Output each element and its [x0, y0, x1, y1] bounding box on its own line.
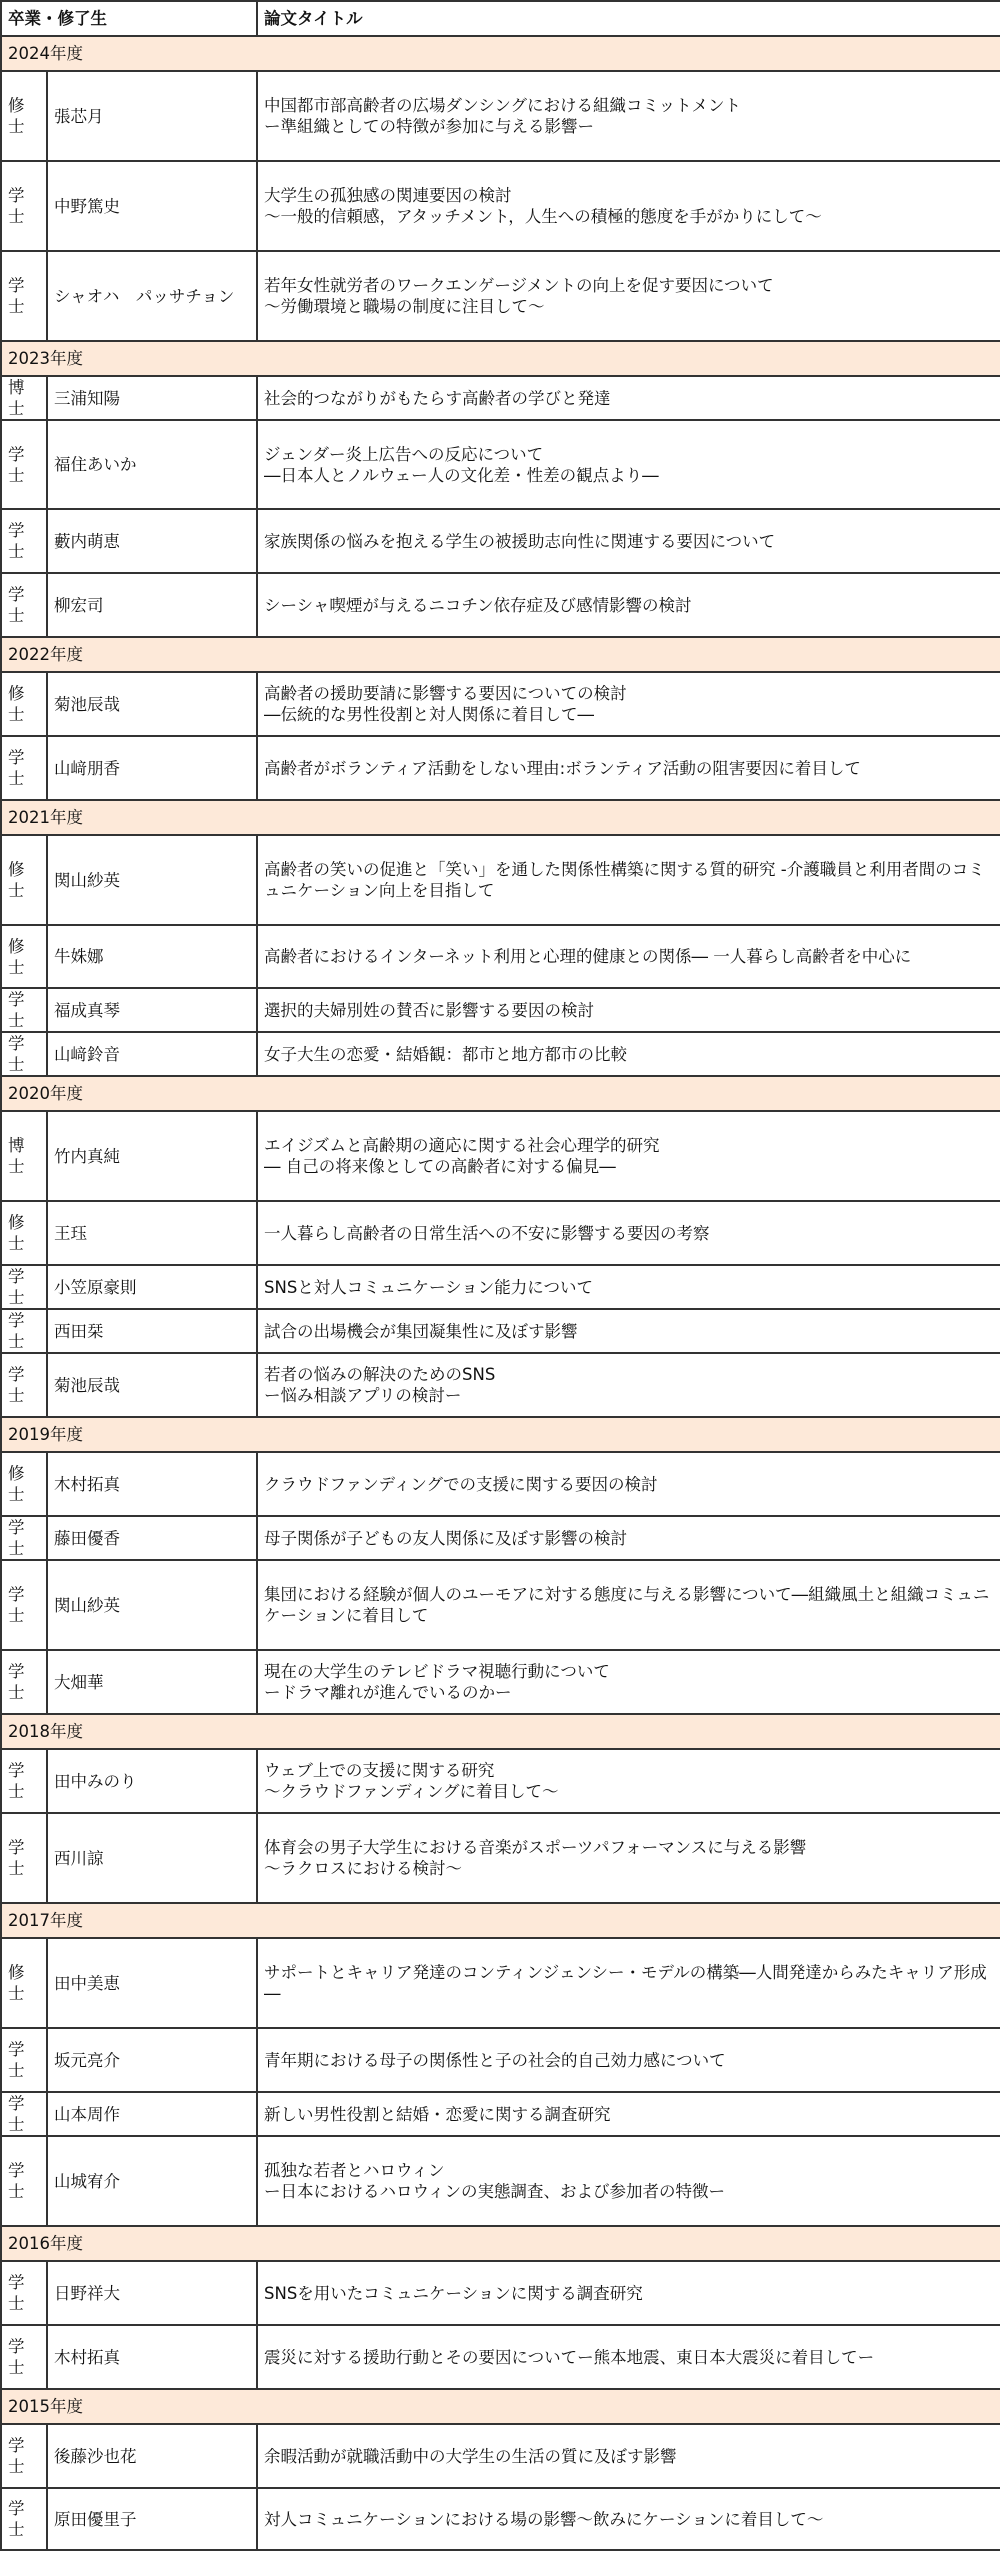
name-cell: 山城宥介: [47, 2136, 257, 2226]
table-row: [1, 1353, 1000, 1417]
name-cell: 三浦知陽: [47, 376, 257, 420]
title-cell: 一人暮らし高齢者の日常生活への不安に影響する要因の考察: [257, 1201, 1000, 1265]
table-row: [1, 1032, 1000, 1076]
name-cell: 関山紗英: [47, 1560, 257, 1650]
title-cell: 集団における経験が個人のユーモアに対する態度に与える影響について―組織風土と組織コミュニケーションに着目して: [257, 1560, 1000, 1650]
table-row: [1, 1749, 1000, 1813]
degree-cell: 学士: [1, 161, 47, 251]
title-cell: 余暇活動が就職活動中の大学生の生活の質に及ぼす影響: [257, 2424, 1000, 2488]
degree-cell: 修士: [1, 1452, 47, 1516]
degree-cell: 学士: [1, 2488, 47, 2550]
degree-cell: 学士: [1, 1516, 47, 1560]
degree-cell: 学士: [1, 988, 47, 1032]
name-cell: 日野祥大: [47, 2261, 257, 2325]
table-row: [1, 2136, 1000, 2226]
degree-cell: 学士: [1, 420, 47, 509]
table-row: [1, 2028, 1000, 2092]
table-row: [1, 2261, 1000, 2325]
name-cell: シャオハ パッサチョン: [47, 251, 257, 341]
degree-cell: 学士: [1, 2136, 47, 2226]
degree-cell: 学士: [1, 1650, 47, 1714]
year-header-row: [1, 341, 1000, 376]
name-cell: 中野篤史: [47, 161, 257, 251]
year-header-row: [1, 36, 1000, 71]
table-row: [1, 736, 1000, 800]
table-row: [1, 2488, 1000, 2550]
title-cell: 試合の出場機会が集団凝集性に及ぼす影響: [257, 1309, 1000, 1353]
table-row: [1, 376, 1000, 420]
year-label: 2022年度: [1, 637, 1000, 672]
degree-cell: 学士: [1, 1309, 47, 1353]
title-cell: 高齢者におけるインターネット利用と心理的健康との関係― 一人暮らし高齢者を中心に: [257, 925, 1000, 988]
degree-cell: 修士: [1, 672, 47, 736]
table-row: [1, 71, 1000, 161]
name-cell: 木村拓真: [47, 1452, 257, 1516]
table-row: [1, 420, 1000, 509]
year-header-row: [1, 1714, 1000, 1749]
degree-cell: 学士: [1, 2261, 47, 2325]
table-row: [1, 251, 1000, 341]
year-label: 2015年度: [1, 2389, 1000, 2424]
table-row: [1, 2424, 1000, 2488]
degree-cell: 博士: [1, 1111, 47, 1201]
degree-cell: 学士: [1, 736, 47, 800]
table-row: [1, 1452, 1000, 1516]
degree-cell: 修士: [1, 925, 47, 988]
degree-cell: 修士: [1, 835, 47, 925]
name-cell: 王珏: [47, 1201, 257, 1265]
degree-cell: 学士: [1, 2028, 47, 2092]
title-column-header: 論文タイトル: [257, 1, 1000, 36]
table-row: [1, 1938, 1000, 2028]
title-cell: 孤独な若者とハロウィン ー日本におけるハロウィンの実態調査、および参加者の特徴ー: [257, 2136, 1000, 2226]
title-cell: 対人コミュニケーションにおける場の影響〜飲みにケーションに着目して〜: [257, 2488, 1000, 2550]
table-row: [1, 509, 1000, 573]
degree-cell: 学士: [1, 1813, 47, 1903]
name-cell: 福成真琴: [47, 988, 257, 1032]
name-cell: 後藤沙也花: [47, 2424, 257, 2488]
title-cell: 中国都市部高齢者の広場ダンシングにおける組織コミットメント ー準組織としての特徴が参加に与える影響ー: [257, 71, 1000, 161]
table-row: [1, 161, 1000, 251]
table-row: [1, 925, 1000, 988]
title-cell: 女子大生の恋愛・結婚観：都市と地方都市の比較: [257, 1032, 1000, 1076]
title-cell: 高齢者の笑いの促進と「笑い」を通した関係性構築に関する質的研究 -介護職員と利用者間のコミュニケーション向上を目指して: [257, 835, 1000, 925]
title-cell: 若者の悩みの解決のためのSNS ー悩み相談アプリの検討ー: [257, 1353, 1000, 1417]
table-row: [1, 1650, 1000, 1714]
title-cell: 震災に対する援助行動とその要因についてー熊本地震、東日本大震災に着目してー: [257, 2325, 1000, 2389]
title-cell: 新しい男性役割と結婚・恋愛に関する調査研究: [257, 2092, 1000, 2136]
year-label: 2016年度: [1, 2226, 1000, 2261]
degree-cell: 学士: [1, 2424, 47, 2488]
table-row: [1, 988, 1000, 1032]
title-cell: 体育会の男子大学生における音楽がスポーツパフォーマンスに与える影響 〜ラクロスにおける検討〜: [257, 1813, 1000, 1903]
year-label: 2019年度: [1, 1417, 1000, 1452]
title-cell: 現在の大学生のテレビドラマ視聴行動について ードラマ離れが進んでいるのかー: [257, 1650, 1000, 1714]
degree-cell: 修士: [1, 1201, 47, 1265]
title-cell: 高齢者の援助要請に影響する要因についての検討 ―伝統的な男性役割と対人関係に着目して―: [257, 672, 1000, 736]
table-row: [1, 573, 1000, 637]
degree-cell: 学士: [1, 573, 47, 637]
name-cell: 福住あいか: [47, 420, 257, 509]
title-cell: SNSを用いたコミュニケーションに関する調査研究: [257, 2261, 1000, 2325]
name-cell: 竹内真純: [47, 1111, 257, 1201]
name-cell: 張芯月: [47, 71, 257, 161]
thesis-table-body: [1, 1, 1000, 2550]
degree-cell: 修士: [1, 1938, 47, 2028]
year-label: 2018年度: [1, 1714, 1000, 1749]
degree-cell: 学士: [1, 2325, 47, 2389]
name-cell: 関山紗英: [47, 835, 257, 925]
year-label: 2021年度: [1, 800, 1000, 835]
name-cell: 田中みのり: [47, 1749, 257, 1813]
name-cell: 田中美恵: [47, 1938, 257, 2028]
title-cell: エイジズムと高齢期の適応に関する社会心理学的研究 ― 自己の将来像としての高齢者に対する偏見―: [257, 1111, 1000, 1201]
table-row: [1, 2325, 1000, 2389]
degree-cell: 学士: [1, 1265, 47, 1309]
title-cell: SNSと対人コミュニケーション能力について: [257, 1265, 1000, 1309]
table-row: [1, 1516, 1000, 1560]
table-row: [1, 672, 1000, 736]
table-row: [1, 835, 1000, 925]
degree-cell: 学士: [1, 2092, 47, 2136]
year-header-row: [1, 1417, 1000, 1452]
title-cell: 社会的つながりがもたらす高齢者の学びと発達: [257, 376, 1000, 420]
table-row: [1, 1309, 1000, 1353]
name-cell: 牛姝娜: [47, 925, 257, 988]
degree-cell: 学士: [1, 1560, 47, 1650]
title-cell: シーシャ喫煙が与えるニコチン依存症及び感情影響の検討: [257, 573, 1000, 637]
year-label: 2017年度: [1, 1903, 1000, 1938]
name-cell: 藤田優香: [47, 1516, 257, 1560]
degree-cell: 学士: [1, 509, 47, 573]
title-cell: 家族関係の悩みを抱える学生の被援助志向性に関連する要因について: [257, 509, 1000, 573]
degree-cell: 学士: [1, 1032, 47, 1076]
year-header-row: [1, 2226, 1000, 2261]
name-cell: 西田栞: [47, 1309, 257, 1353]
name-cell: 山本周作: [47, 2092, 257, 2136]
title-cell: クラウドファンディングでの支援に関する要因の検討: [257, 1452, 1000, 1516]
name-cell: 小笠原豪則: [47, 1265, 257, 1309]
name-cell: 木村拓真: [47, 2325, 257, 2389]
name-cell: 菊池辰哉: [47, 1353, 257, 1417]
year-header-row: [1, 800, 1000, 835]
name-cell: 原田優里子: [47, 2488, 257, 2550]
name-cell: 大畑華: [47, 1650, 257, 1714]
table-row: [1, 1813, 1000, 1903]
name-cell: 菊池辰哉: [47, 672, 257, 736]
name-cell: 山﨑朋香: [47, 736, 257, 800]
title-cell: 若年女性就労者のワークエンゲージメントの向上を促す要因について 〜労働環境と職場の制度に注目して〜: [257, 251, 1000, 341]
title-cell: ジェンダー炎上広告への反応について ―日本人とノルウェー人の文化差・性差の観点より―: [257, 420, 1000, 509]
title-cell: 大学生の孤独感の関連要因の検討 〜一般的信頼感，アタッチメント，人生への積極的態度を手がかりにして〜: [257, 161, 1000, 251]
table-header-row: [1, 1, 1000, 36]
name-cell: 藪内萌恵: [47, 509, 257, 573]
name-cell: 柳宏司: [47, 573, 257, 637]
year-header-row: [1, 1903, 1000, 1938]
name-cell: 山﨑鈴音: [47, 1032, 257, 1076]
year-header-row: [1, 2389, 1000, 2424]
title-cell: ウェブ上での支援に関する研究 〜クラウドファンディングに着目して〜: [257, 1749, 1000, 1813]
degree-cell: 学士: [1, 251, 47, 341]
year-label: 2023年度: [1, 341, 1000, 376]
degree-cell: 学士: [1, 1749, 47, 1813]
table-row: [1, 1201, 1000, 1265]
title-cell: 選択的夫婦別姓の賛否に影響する要因の検討: [257, 988, 1000, 1032]
degree-cell: 博士: [1, 376, 47, 420]
title-cell: 母子関係が子どもの友人関係に及ぼす影響の検討: [257, 1516, 1000, 1560]
year-header-row: [1, 1076, 1000, 1111]
title-cell: 青年期における母子の関係性と子の社会的自己効力感について: [257, 2028, 1000, 2092]
title-cell: 高齢者がボランティア活動をしない理由:ボランティア活動の阻害要因に着目して: [257, 736, 1000, 800]
name-cell: 西川諒: [47, 1813, 257, 1903]
table-row: [1, 1265, 1000, 1309]
year-header-row: [1, 637, 1000, 672]
table-row: [1, 1560, 1000, 1650]
year-label: 2020年度: [1, 1076, 1000, 1111]
degree-cell: 学士: [1, 1353, 47, 1417]
degree-cell: 修士: [1, 71, 47, 161]
title-cell: サポートとキャリア発達のコンティンジェンシー・モデルの構築―人間発達からみたキャリア形成―: [257, 1938, 1000, 2028]
graduate-column-header: 卒業・修了生: [1, 1, 257, 36]
year-label: 2024年度: [1, 36, 1000, 71]
table-row: [1, 2092, 1000, 2136]
name-cell: 坂元亮介: [47, 2028, 257, 2092]
table-row: [1, 1111, 1000, 1201]
